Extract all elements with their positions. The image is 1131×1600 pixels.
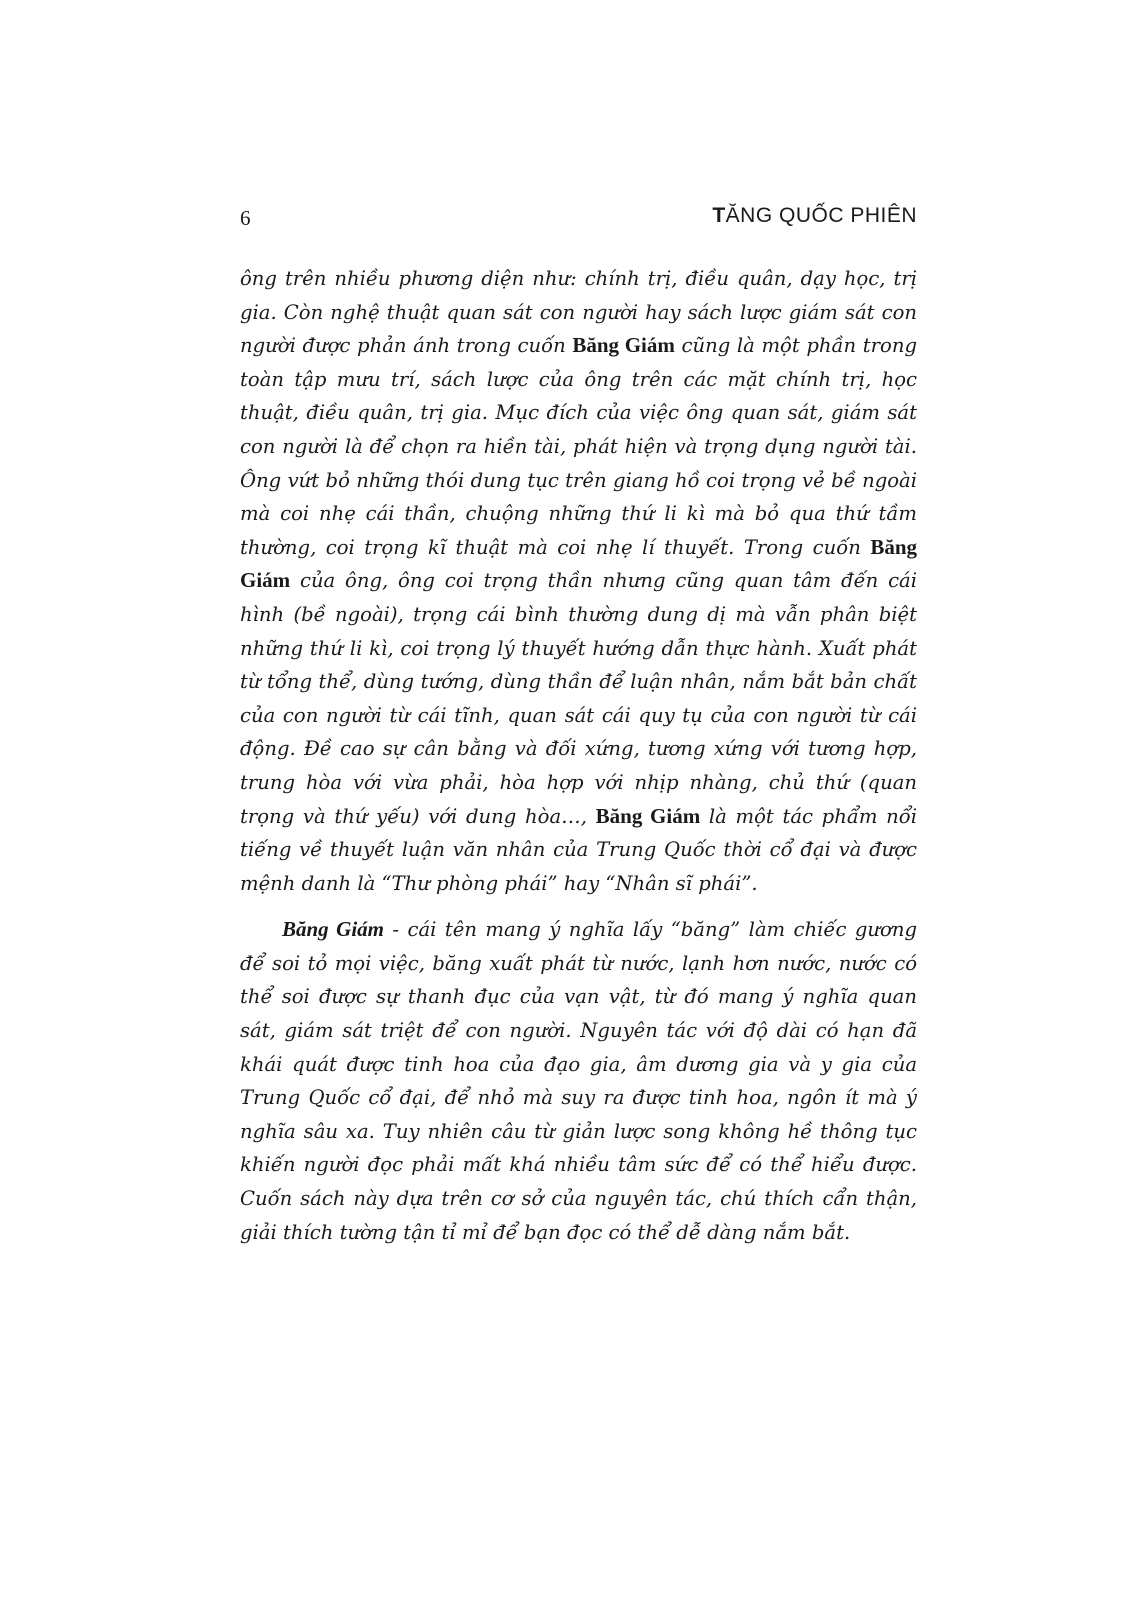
text-segment: của ông, ông coi trọng thần nhưng cũng quan tâm đến cái hình (bề ngoài), trọng cái bình thường dung dị mà vẫn phân biệt những thứ li kì, coi trọng lý thuyết hướng dẫn thực hành. Xuất phát từ tổng thể, dùng tướng, dùng thần để luận nhân, nắm bắt bản chất của con người từ cái tĩnh, quan sát cái quy tụ của con người từ cái động. Đề cao sự cân bằng và đối xứng, tương xứng với tương hợp, trung hòa với vừa phải, hòa hợp với nhịp nhàng, chủ thứ (quan trọng và thứ yếu) với dung hòa…, bbox=[240, 569, 917, 828]
paragraph bbox=[240, 913, 917, 1249]
running-title-rest: ĂNG QUỐC PHIÊN bbox=[725, 204, 917, 227]
page-number: 6 bbox=[240, 206, 251, 230]
page-header bbox=[240, 200, 917, 240]
book-title-bold: Băng Giám bbox=[595, 803, 701, 828]
book-title-bold: Băng Giám bbox=[240, 534, 917, 593]
text-segment: là một tác phẩm nổi tiếng về thuyết luận văn nhân của Trung Quốc thời cổ đại và được mệnh danh là “Thư phòng phái” hay “Nhân sĩ phái”. bbox=[240, 804, 917, 895]
text-segment: ông trên nhiều phương diện như: chính trị, điều quân, dạy học, trị gia. Còn nghệ thuật quan sát con người hay sách lược giám sát con người được phản ánh trong cuốn bbox=[240, 267, 917, 358]
text-segment: cũng là một phần trong toàn tập mưu trí, sách lược của ông trên các mặt chính trị, học thuật, điều quân, trị gia. Mục đích của việc ông quan sát, giám sát con người là để chọn ra hiền tài, phát hiện và trọng dụng người tài. Ông vứt bỏ những thói dung tục trên giang hồ coi trọng vẻ bề ngoài mà coi nhẹ cái thần, chuộng những thứ li kì mà bỏ qua thứ tầm thường, coi trọng kĩ thuật mà coi nhẹ lí thuyết. Trong cuốn bbox=[240, 334, 917, 559]
body-text bbox=[240, 262, 917, 1249]
book-title-bold: Băng Giám bbox=[282, 917, 384, 942]
text-segment: - cái tên mang ý nghĩa lấy “băng” làm chiếc gương để soi tỏ mọi việc, băng xuất phát từ nước, lạnh hơn nước, nước có thể soi được sự thanh đục của vạn vật, từ đó mang ý nghĩa quan sát, giám sát triệt để con người. Nguyên tác với độ dài có hạn đã khái quát được tinh hoa của đạo gia, âm dương gia và y gia của Trung Quốc cổ đại, để nhỏ mà suy ra được tinh hoa, ngôn ít mà ý nghĩa sâu xa. Tuy nhiên câu từ giản lược song không hề thông tục khiến người đọc phải mất khá nhiều tâm sức để có thể hiểu được. Cuốn sách này dựa trên cơ sở của nguyên tác, chú thích cẩn thận, giải thích tường tận tỉ mỉ để bạn đọc có thể dễ dàng nắm bắt. bbox=[240, 918, 917, 1244]
book-title-bold: Băng Giám bbox=[572, 333, 675, 358]
paragraph bbox=[240, 262, 917, 900]
running-title bbox=[712, 204, 917, 228]
running-title-initial: T bbox=[712, 204, 726, 227]
